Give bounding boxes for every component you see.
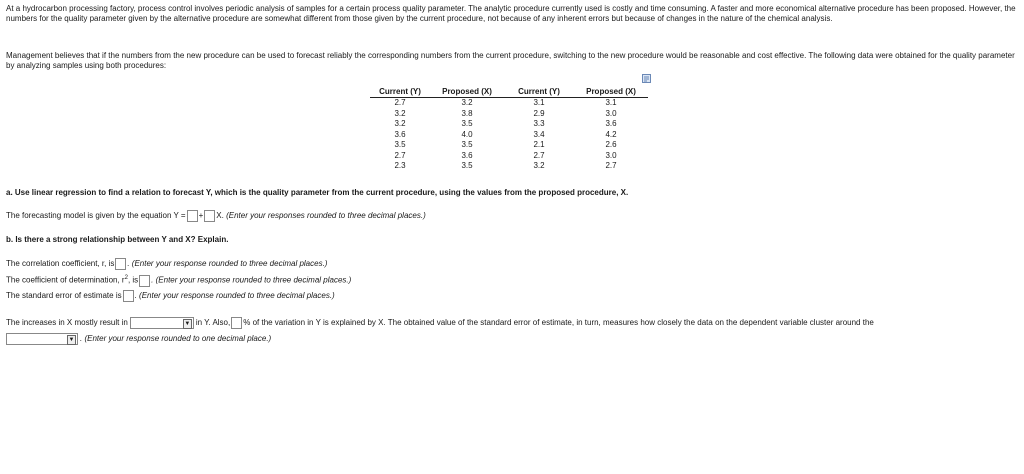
- slope-input[interactable]: [204, 210, 215, 222]
- model-suffix: X.: [216, 211, 224, 221]
- table-cell: 3.0: [605, 150, 617, 160]
- table-cell: 2.1: [533, 140, 545, 150]
- se-hint: . (Enter your response rounded to three decimal places.): [134, 291, 335, 301]
- table-cell: 3.5: [461, 119, 473, 129]
- table-row: [370, 161, 648, 172]
- chevron-down-icon[interactable]: ▼: [184, 321, 191, 327]
- std-error-line: [6, 290, 335, 302]
- part-a-question-text: a. Use linear regression to find a relation to forecast Y, which is the quality parameter from the current procedure, using the values from the proposed procedure, X.: [6, 188, 629, 197]
- final-second-line: [6, 333, 271, 345]
- table-cell: 3.4: [533, 129, 545, 139]
- r2-hint: . (Enter your response rounded to three decimal places.): [151, 275, 352, 285]
- final-rest: % of the variation in Y is explained by X. The obtained value of the standard error of estimate, in turn, measures how closely the data on the dependent variable cluster around the: [243, 318, 874, 328]
- r-prefix: The correlation coefficient, r, is: [6, 259, 115, 269]
- table-row: [370, 109, 648, 120]
- data-table: [370, 86, 648, 172]
- se-prefix: The standard error of estimate is: [6, 291, 122, 301]
- table-cell: 4.0: [461, 129, 473, 139]
- col-header-proposed-x-1: Proposed (X): [430, 86, 504, 98]
- table-cell: 4.2: [605, 129, 617, 139]
- model-hint: (Enter your responses rounded to three decimal places.): [226, 211, 426, 221]
- table-cell: 3.2: [394, 119, 406, 129]
- r-input[interactable]: [115, 258, 126, 270]
- problem-intro: At a hydrocarbon processing factory, process control involves periodic analysis of samples for a certain process quality parameter. The analytic procedure currently used is costly and time consuming. A faster and more economical alternative procedure has been proposed. However, the numbers for the quality parameter given by the alternative procedure are somewhat different from those given by the current procedure, not because of any inherent errors but because of changes in the nature of the chemical analysis.: [6, 4, 1016, 23]
- table-cell: 3.3: [533, 119, 545, 129]
- correlation-line: [6, 258, 327, 270]
- final-statement-line: [6, 317, 874, 329]
- table-cell: 3.2: [461, 98, 473, 108]
- determination-line: [6, 273, 351, 287]
- std-error-input[interactable]: [123, 290, 134, 302]
- part-b-question-text: b. Is there a strong relationship between Y and X? Explain.: [6, 235, 229, 244]
- percent-input[interactable]: [231, 317, 242, 329]
- table-cell: 2.7: [394, 150, 406, 160]
- table-cell: 3.5: [461, 161, 473, 171]
- forecast-model-line: [6, 210, 426, 222]
- part-b-question: [6, 234, 228, 245]
- table-cell: 3.5: [394, 140, 406, 150]
- col-header-current-y-1: Current (Y): [370, 86, 430, 98]
- cluster-dropdown[interactable]: [6, 333, 78, 345]
- r2-input[interactable]: [139, 275, 150, 287]
- r2-prefix: The coefficient of determination, r: [6, 275, 125, 285]
- table-cell: 2.7: [605, 161, 617, 171]
- table-row: [370, 119, 648, 130]
- plus-sign: +: [198, 211, 204, 221]
- effect-dropdown[interactable]: [130, 317, 194, 329]
- col-header-current-y-2: Current (Y): [504, 86, 574, 98]
- intercept-input[interactable]: [187, 210, 198, 222]
- final-prefix: The increases in X mostly result in: [6, 318, 128, 328]
- r2-superscript: 2: [124, 275, 128, 281]
- final-mid: in Y. Also,: [195, 318, 231, 328]
- col-header-proposed-x-2: Proposed (X): [574, 86, 648, 98]
- table-cell: 3.1: [533, 98, 545, 108]
- table-row: [370, 151, 648, 162]
- table-cell: 3.8: [461, 108, 473, 118]
- final-hint: . (Enter your response rounded to one decimal place.): [80, 334, 272, 344]
- table-cell: 3.6: [394, 129, 406, 139]
- table-row: [370, 140, 648, 151]
- table-row: [370, 98, 648, 109]
- table-cell: 3.6: [461, 150, 473, 160]
- copy-data-icon[interactable]: [642, 74, 651, 83]
- table-cell: 2.7: [394, 98, 406, 108]
- table-cell: 2.7: [533, 150, 545, 160]
- r-hint: . (Enter your response rounded to three decimal places.): [127, 259, 328, 269]
- model-prefix: The forecasting model is given by the equation Y =: [6, 211, 186, 221]
- table-cell: 2.9: [533, 108, 545, 118]
- table-cell: 3.6: [605, 119, 617, 129]
- table-header-row: [370, 86, 648, 98]
- table-cell: 2.3: [394, 161, 406, 171]
- table-cell: 3.2: [394, 108, 406, 118]
- table-cell: 3.5: [461, 140, 473, 150]
- table-cell: 3.2: [533, 161, 545, 171]
- part-a-question: [6, 187, 628, 198]
- chevron-down-icon[interactable]: ▼: [68, 337, 75, 343]
- table-cell: 3.0: [605, 108, 617, 118]
- table-cell: 2.6: [605, 140, 617, 150]
- management-paragraph: Management believes that if the numbers from the new procedure can be used to forecast reliably the corresponding numbers from the current procedure, switching to the new procedure would be reasonable and cost effective. The following data were obtained for the quality parameter by analyzing samples using both procedures:: [6, 51, 1015, 70]
- table-cell: 3.1: [605, 98, 617, 108]
- r2-is: , is: [127, 275, 139, 285]
- table-row: [370, 130, 648, 141]
